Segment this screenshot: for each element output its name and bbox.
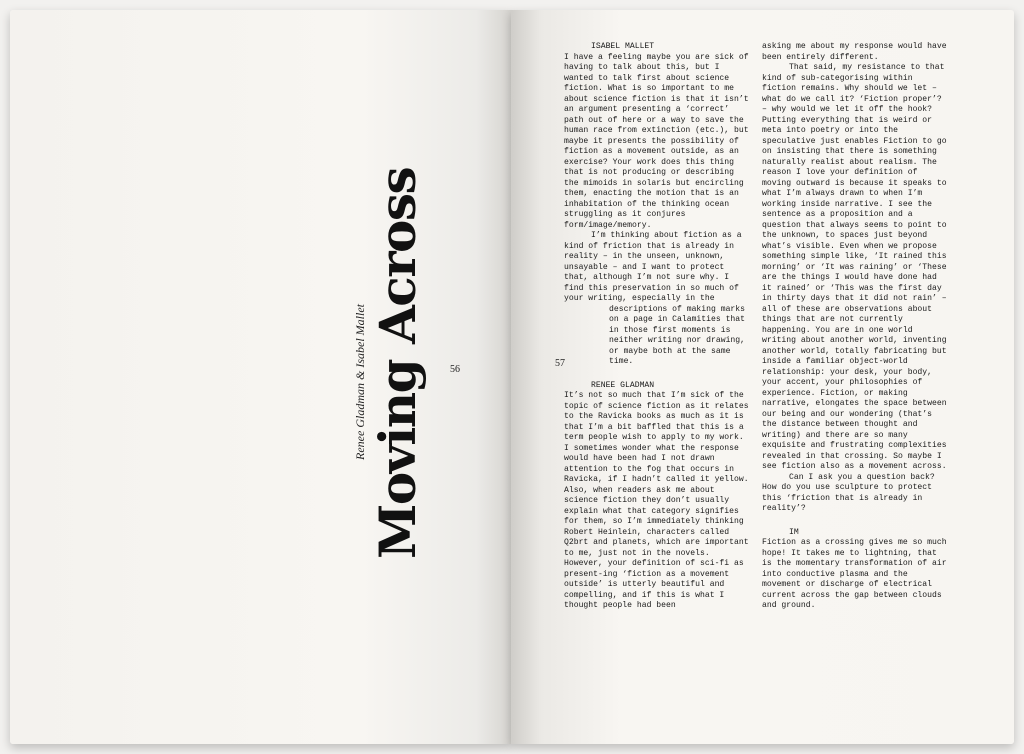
- speaker-heading: IM: [789, 527, 799, 537]
- left-page: [10, 10, 511, 744]
- text-column-1: [564, 42, 750, 612]
- article-authors: Renee Gladman & Isabel Mallet: [353, 304, 367, 460]
- speaker-heading: RENEE GLADMAN: [591, 380, 655, 390]
- paragraph: It’s not so much that I’m sick of the topic of science fiction as it relates to the Ravicka books as much as it is that I’m a bit baffled that this is a term people wish to apply to my work. I sometimes wonder what the response would have been had I not drawn attention to the fog that occurs in Ravicka, if I hadn’t called it yellow. Also, when readers ask me about science fiction they don’t usually explain what that category signifies for them, so I’m immediately thinking Robert Heinlein, characters called Q2brt and planets, which are important to me, just not in the novels. However, your definition of sci-fi as present-ing ‘fiction as a movement outside’ is utterly beautiful and compelling, and if this is what I thought people had been: [564, 391, 749, 610]
- paragraph-inset: [564, 305, 750, 368]
- paragraph: asking me about my response would have been entirely different.: [762, 42, 947, 62]
- paragraph: Fiction as a crossing gives me so much hope! It takes me to lightning, that is the momentary transformation of air into conductive plasma and the movement or discharge of electrical current across the gap between clouds and ground.: [762, 538, 947, 610]
- text-column-2: [762, 42, 948, 612]
- article-title: Moving Across: [368, 167, 427, 559]
- paragraph: That said, my resistance to that kind of sub-categorising within fiction remains. Why should we let – what do we call it? ‘Fiction proper’? – why would we let it off the hook? Putting everything that is weird or meta into poetry or into the speculative just enables Fiction to go on insisting that there is something naturally realist about realism. The reason I love your definition of moving outward is because it speaks to what I’m always drawn to when I’m working inside narrative. I see the sentence as a proposition and a question that always seems to point to the unknown, to spaces just beyond what’s visible. Even when we propose something simple like, ‘It rained this morning’ or ‘It was raining’ or ‘These are the things I would have done had it rained’ or ‘This was the first day in thirty days that it did not rain’ – all of these are observations about things that are not currently happening. You are in one world writing about another world, inventing another world, totally fabricating but inside a familiar object-world relationship: your desk, your body, your accent, your philosophies of experience. Fiction, or making narrative, elongates the space between our being and our wondering (that’s the distance between thought and writing) and there are so many exquisite and frustrating complexities revealed in that crossing. So maybe I see fiction also as a movement across.: [762, 63, 947, 471]
- paragraph: I’m thinking about fiction as a kind of friction that is already in reality – in the unseen, unknown, unsayable – and I want to protect that, although I’m not sure why. I find this preservation in so much of your writing, especially in the: [564, 231, 742, 303]
- page-number-right: 57: [555, 358, 565, 369]
- paragraph: I have a feeling maybe you are sick of having to talk about this, but I wanted to talk first about science fiction. What is so important to me about science fiction is that it isn’t an argument presenting a ‘correct’ path out of here or a way to save the human race from extinction (etc.), but maybe it presents the possibility of fiction as a movement outside, as an exercise? Your work does this thing that is not producing or describing the mimoids in solaris but encircling them, enacting the motion that is an inhabitation of the thinking ocean struggling as it conjures form/image/memory.: [564, 52, 749, 230]
- speaker-heading: ISABEL MALLET: [591, 42, 655, 51]
- paragraph: Can I ask you a question back? How do you use sculpture to protect this ‘friction that is already in reality’?: [762, 472, 935, 513]
- paragraph: descriptions of making marks on a page in Calamities that in those first moments is neither writing nor drawing, or maybe both at the same time.: [609, 304, 745, 366]
- page-number-left: 56: [450, 364, 460, 375]
